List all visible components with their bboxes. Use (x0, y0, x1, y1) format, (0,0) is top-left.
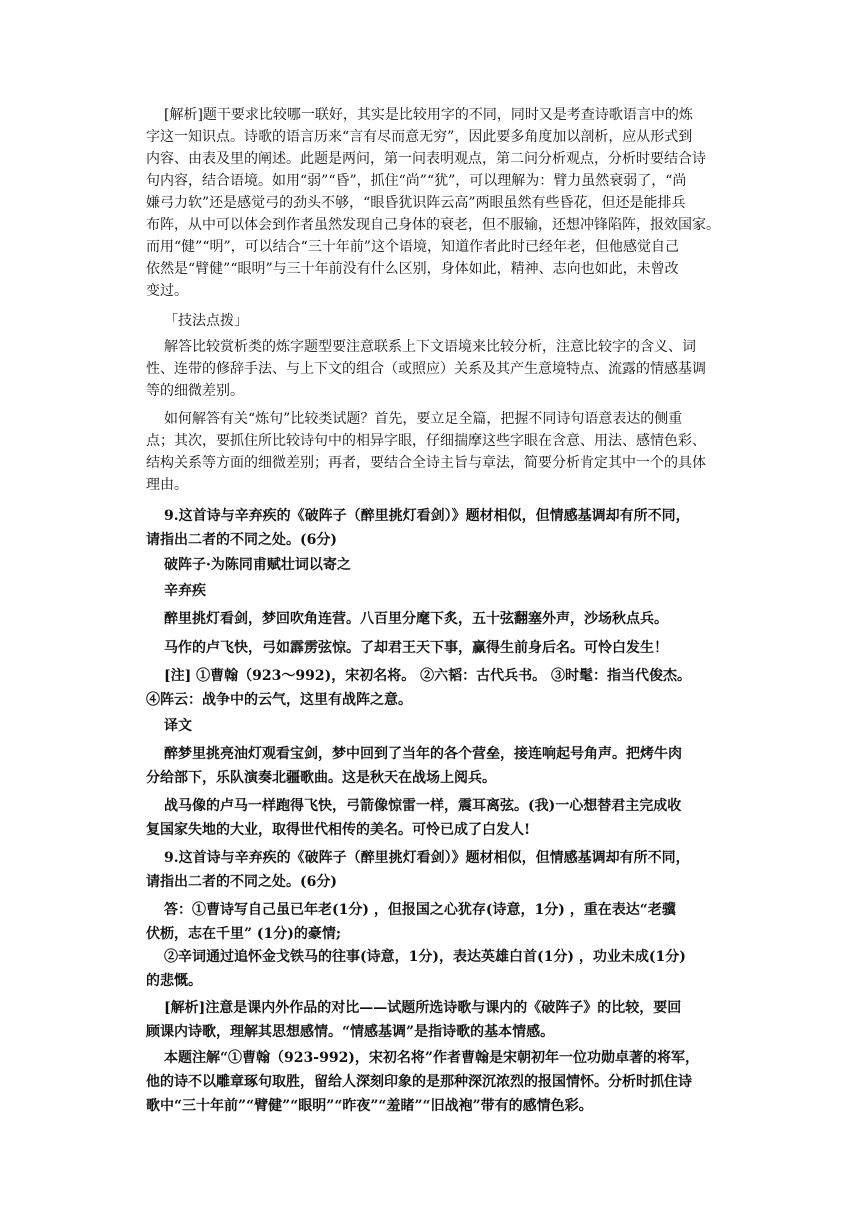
poem-line-text: 马作的卢飞快，弓如霹雳弦惊。了却君王天下事，赢得生前身后名。可怜白发生！ (164, 640, 668, 656)
translation-paragraph-1 (146, 742, 736, 790)
poem-author (146, 580, 736, 602)
analysis-paragraph-2 (146, 996, 736, 1044)
analysis-paragraph-3 (146, 1046, 736, 1118)
text-line: 嫌弓力软”还是感觉弓的劲头不够，“眼昏犹识阵云高”两眼虽然有些昏花，但还是能排兵 (146, 195, 686, 211)
text-line: 战马像的卢马一样跑得飞快，弓箭像惊雷一样，震耳离弦。(我)一心想替君主完成收 (164, 798, 682, 814)
text-line: ②辛词通过追怀金戈铁马的往事(诗意，1分)，表达英雄白首(1分) ，功业未成(1分) (164, 949, 686, 965)
text-line: 布阵，从中可以体会到作者虽然发现自己身体的衰老，但不服输，还想冲锋陷阵，报效国家。 (146, 217, 720, 233)
answer-paragraph-2 (146, 945, 736, 993)
text-line: 变过。 (146, 283, 188, 299)
text-line: 分给部下，乐队演奏北疆歌曲。这是秋天在战场上阅兵。 (146, 770, 496, 786)
text-line: 依然是“臂健”“眼明”与三十年前没有什么区别，身体如此，精神、志向也如此，未曾改 (146, 261, 679, 277)
text-line: 性、连带的修辞手法、与上下文的组合（或照应）关系及其产生意境特点、流露的情感基调 (146, 361, 706, 377)
tip-heading-text: 「技法点拨」 (164, 313, 248, 329)
poem-line-text: 醉里挑灯看剑，梦回吹角连营。八百里分麾下炙，五十弦翻塞外声，沙场秋点兵。 (164, 611, 668, 627)
text-line: 等的细微差别。 (146, 383, 244, 399)
text-line: [解析]题干要求比较哪一联好，其实是比较用字的不同，同时又是考查诗歌语言中的炼 (164, 107, 693, 123)
text-line: 如何解答有关“炼句”比较类试题？首先，要立足全篇，把握不同诗句语意表达的侧重 (164, 411, 683, 427)
translation-heading (146, 715, 736, 737)
poem-line-2 (146, 637, 736, 659)
text-line: 答：①曹诗写自己虽已年老(1分) ，但报国之心犹存(诗意，1分) ，重在表达“老骥 (164, 902, 676, 918)
text-line: 的悲慨。 (146, 973, 202, 989)
text-line: 点；其次，要抓住所比较诗句中的相异字眼，仔细揣摩这些字眼在含意、用法、感情色彩、 (146, 433, 706, 449)
text-line: 字这一知识点。诗歌的语言历来“言有尽而意无穷”，因此要多角度加以剖析，应从形式到 (146, 129, 693, 145)
text-line: 句内容，结合语境。如用“弱”“昏”，抓住“尚”“犹”，可以理解为：臂力虽然衰弱了，“尚 (146, 173, 687, 189)
text-line: 请指出二者的不同之处。(6分) (146, 874, 337, 890)
question-9-repeat (146, 846, 736, 894)
text-line: 复国家失地的大业，取得世代相传的美名。可怜已成了白发人! (146, 822, 531, 838)
text-line: 解答比较赏析类的炼字题型要注意联系上下文语境来比较分析，注意比较字的含义、词 (164, 339, 696, 355)
tip-paragraph-1 (146, 336, 736, 402)
text-line: 歌中“三十年前”“臂健”“眼明”“昨夜”“羞睹”“旧战袍”带有的感情色彩。 (146, 1098, 593, 1114)
text-line: 而用“健”“明”，可以结合“三十年前”这个语境，知道作者此时已经年老，但他感觉自己 (146, 239, 679, 255)
text-line: 醉梦里挑亮油灯观看宝剑，梦中回到了当年的各个营垒，接连响起号角声。把烤牛肉 (164, 746, 682, 762)
text-line: [注] ①曹翰（923～992)，宋初名将。 ②六韬：古代兵书。 ③时髦：指当代俊杰。 (164, 668, 691, 684)
text-line: 9.这首诗与辛弃疾的《破阵子（醉里挑灯看剑）》题材相似，但情感基调却有所不同， (164, 850, 690, 866)
question-9 (146, 504, 736, 552)
text-line: 结构关系等方面的细微差别；再者，要结合全诗主旨与章法，简要分析肯定其中一个的具体 (146, 455, 706, 471)
text-line: 9.这首诗与辛弃疾的《破阵子（醉里挑灯看剑）》题材相似，但情感基调却有所不同， (164, 508, 690, 524)
text-line: ④阵云：战争中的云气，这里有战阵之意。 (146, 692, 412, 708)
poem-title-text: 破阵子·为陈同甫赋壮词以寄之 (164, 557, 351, 573)
analysis-paragraph-1 (146, 104, 736, 302)
text-line: 内容、由表及里的阐述。此题是两问，第一问表明观点，第二问分析观点，分析时要结合诗 (146, 151, 706, 167)
poem-notes (146, 664, 736, 712)
poem-title (146, 554, 736, 576)
translation-paragraph-2 (146, 794, 736, 842)
translation-heading-text: 译文 (164, 718, 192, 734)
text-line: 伏枥，志在千里” (1分)的豪情; (146, 926, 342, 942)
poem-author-text: 辛弃疾 (164, 583, 206, 599)
text-line: 顾课内诗歌，理解其思想感情。“情感基调”是指诗歌的基本情感。 (146, 1024, 555, 1040)
text-line: [解析]注意是课内外作品的对比——试题所选诗歌与课内的《破阵子》的比较，要回 (164, 1000, 682, 1016)
answer-paragraph-1 (146, 898, 736, 946)
text-line: 请指出二者的不同之处。(6分) (146, 532, 337, 548)
tip-heading (146, 310, 736, 332)
text-line: 本题注解“①曹翰（923-992)，宋初名将”作者曹翰是宋朝初年一位功勋卓著的将军， (164, 1050, 699, 1066)
tip-paragraph-2 (146, 408, 736, 496)
text-line: 他的诗不以雕章琢句取胜，留给人深刻印象的是那种深沉浓烈的报国情怀。分析时抓住诗 (146, 1074, 692, 1090)
text-line: 理由。 (146, 477, 188, 493)
poem-line-1 (146, 608, 736, 630)
